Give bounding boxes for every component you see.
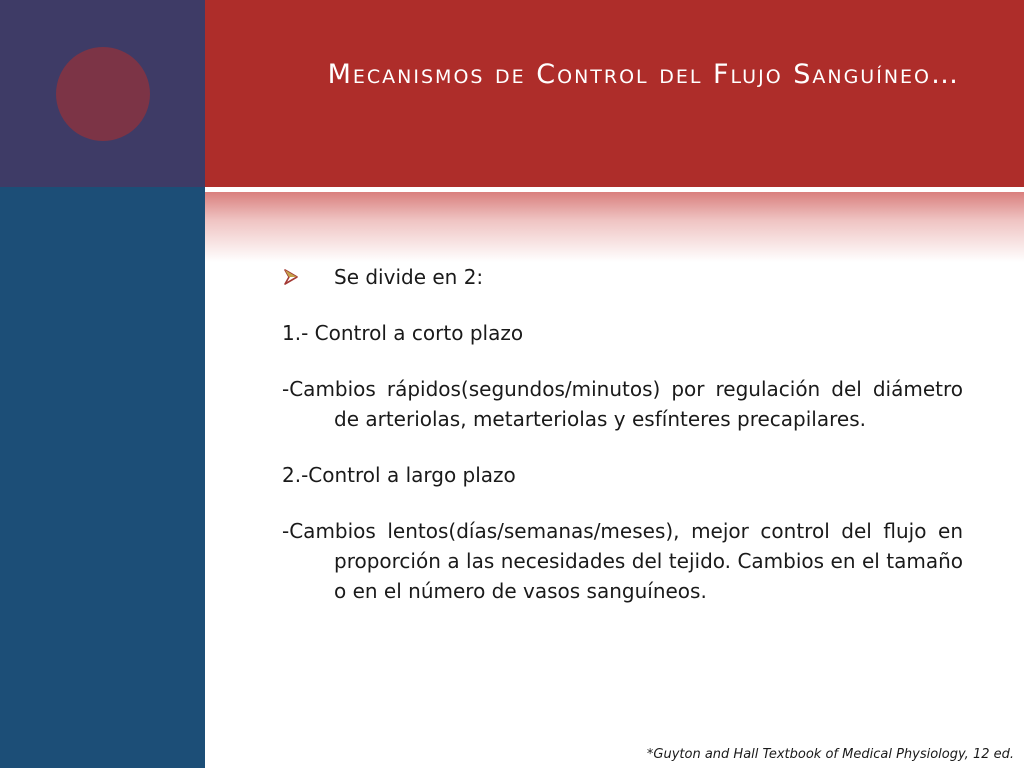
decorative-circle	[56, 47, 150, 141]
section-text-short-term: -Cambios rápidos(segundos/minutos) por regulación del diámetro de arteriolas, metarteriolas y esfínteres precapilares.	[282, 377, 963, 431]
section-text-long-term: -Cambios lentos(días/semanas/meses), mejor control del flujo en proporción a las necesidades del tejido. Cambios en el tamaño o en el número de vasos sanguíneos.	[282, 519, 963, 603]
sidebar-bottom-panel	[0, 187, 205, 768]
banner-gradient	[205, 192, 1024, 262]
bullet-text: Se divide en 2:	[334, 265, 484, 289]
slide-body	[282, 262, 963, 632]
bullet-item	[282, 262, 963, 292]
section-heading-short-term: 1.- Control a corto plazo	[282, 321, 524, 345]
footnote-citation: *Guyton and Hall Textbook of Medical Physiology, 12 ed.	[646, 747, 1014, 762]
section-heading-long-term: 2.-Control a largo plazo	[282, 463, 516, 487]
slide-title: Mecanismos de Control del Flujo Sanguíneo…	[327, 59, 960, 90]
arrow-bullet-icon	[284, 269, 298, 285]
title-banner	[205, 0, 1024, 187]
